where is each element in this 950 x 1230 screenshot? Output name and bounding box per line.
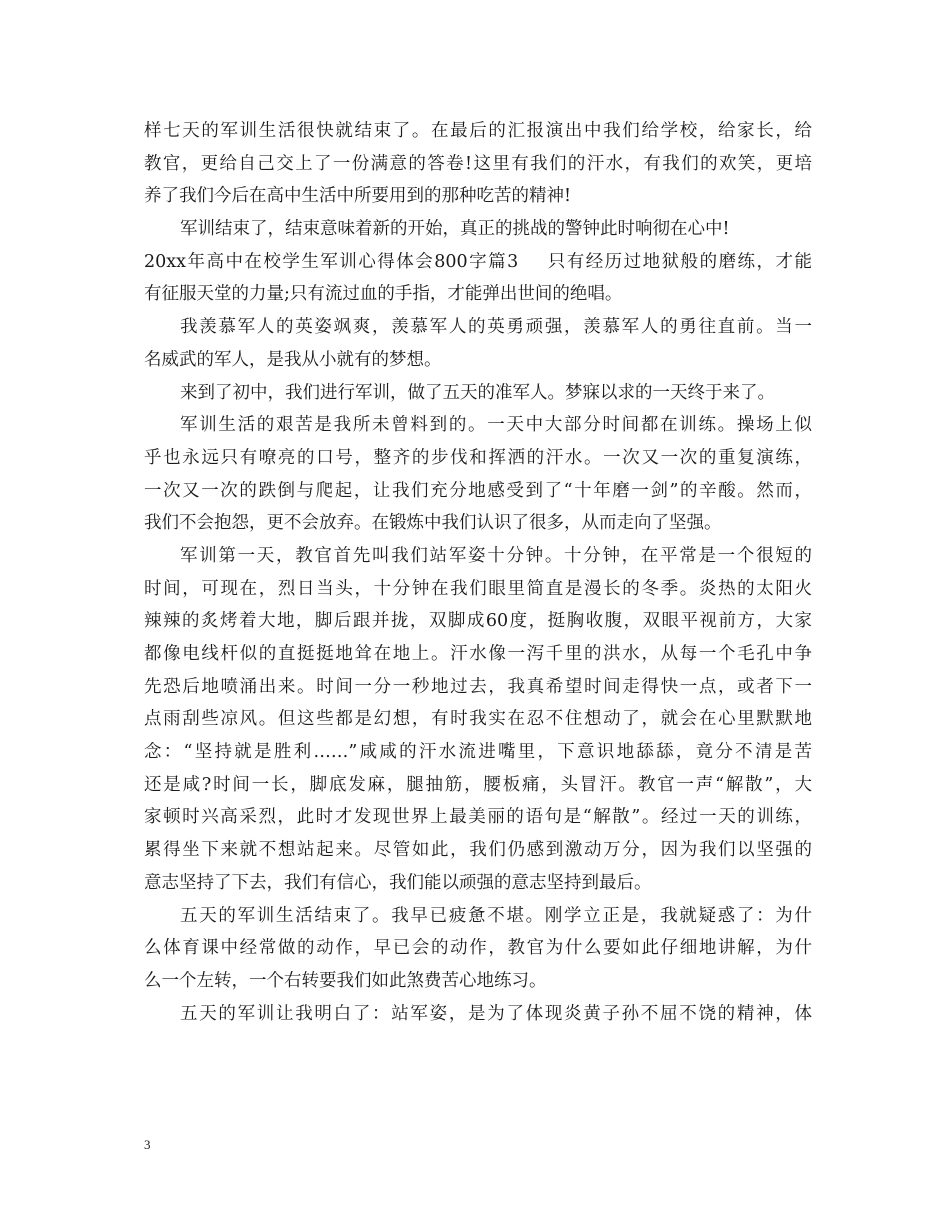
text-line: 样七天的军训生活很快就结束了。在最后的汇报演出中我们给学校，给家长，给 <box>144 121 812 141</box>
body-text <box>144 115 812 1030</box>
text-line: 军训生活的艰苦是我所未曾料到的。一天中大部分时间都在训练。操场上似 <box>180 415 812 436</box>
text-line: 辣辣的炙烤着大地，脚后跟并拢，双脚成60度，挺胸收腹，双眼平视前方，大家 <box>144 611 812 632</box>
section-heading: 20xx年高中在校学生军训心得体会800字篇3 <box>144 251 519 272</box>
text-line: 养了我们今后在高中生活中所要用到的那种吃苦的精神! <box>144 186 572 207</box>
text-line: 么体育课中经常做的动作，早已会的动作，教官为什么要如此仔细地讲解，为什 <box>144 938 812 959</box>
text-line: 我羡慕军人的英姿飒爽，羡慕军人的英勇顽强，羡慕军人的勇往直前。当一 <box>180 317 812 338</box>
text-line: 教官，更给自己交上了一份满意的答卷!这里有我们的汗水，有我们的欢笑，更培 <box>144 153 812 174</box>
text-line-fragment: 只有经历过地狱般的磨练，才能 <box>546 251 812 272</box>
section-heading-line <box>144 246 812 279</box>
text-line: 一次又一次的跌倒与爬起，让我们充分地感受到了“十年磨一剑”的辛酸。然而， <box>144 480 812 501</box>
page-number: 3 <box>144 1137 151 1152</box>
text-line: 意志坚持了下去，我们有信心，我们能以顽强的意志坚持到最后。 <box>144 872 652 893</box>
text-line: 军训结束了，结束意味着新的开始，真正的挑战的警钟此时响彻在心中! <box>180 219 730 240</box>
text-line: 先恐后地喷涌出来。时间一分一秒地过去，我真希望时间走得快一点，或者下一 <box>144 676 812 697</box>
text-line: 军训第一天，教官首先叫我们站军姿十分钟。十分钟，在平常是一个很短的 <box>180 545 812 566</box>
text-line: 我们不会抱怨，更不会放弃。在锻炼中我们认识了很多，从而走向了坚强。 <box>144 513 722 534</box>
text-line: 么一个左转，一个右转要我们如此煞费苦心地练习。 <box>144 970 547 991</box>
text-line: 累得坐下来就不想站起来。尽管如此，我们仍感到激动万分，因为我们以坚强的 <box>144 840 812 861</box>
text-line: 还是咸?时间一长，脚底发麻，腿抽筋，腰板痛，头冒汗。教官一声“解散”，大 <box>144 774 812 795</box>
text-line: 名威武的军人，是我从小就有的梦想。 <box>144 349 442 370</box>
text-line: 乎也永远只有嘹亮的口号，整齐的步伐和挥洒的汗水。一次又一次的重复演练， <box>144 447 812 468</box>
text-line: 点雨刮些凉风。但这些都是幻想，有时我实在忍不住想动了，就会在心里默默地 <box>144 709 812 730</box>
text-line: 有征服天堂的力量;只有流过血的手指，才能弹出世间的绝唱。 <box>144 284 623 305</box>
text-line: 五天的军训生活结束了。我早已疲惫不堪。刚学立正是，我就疑惑了：为什 <box>180 905 812 926</box>
text-line: 都像电线杆似的直挺挺地耸在地上。汗水像一泻千里的洪水，从每一个毛孔中争 <box>144 644 812 664</box>
text-line: 五天的军训让我明白了：站军姿，是为了体现炎黄子孙不屈不饶的精神，体 <box>180 1003 812 1024</box>
text-line: 念：“坚持就是胜利……”咸咸的汗水流进嘴里，下意识地舔舔，竟分不清是苦 <box>144 742 812 763</box>
text-line: 时间，可现在，烈日当头，十分钟在我们眼里简直是漫长的冬季。炎热的太阳火 <box>144 578 812 599</box>
text-line: 家顿时兴高采烈，此时才发现世界上最美丽的语句是“解散”。经过一天的训练， <box>144 807 812 828</box>
text-line: 来到了初中，我们进行军训，做了五天的准军人。梦寐以求的一天终于来了。 <box>180 382 775 403</box>
